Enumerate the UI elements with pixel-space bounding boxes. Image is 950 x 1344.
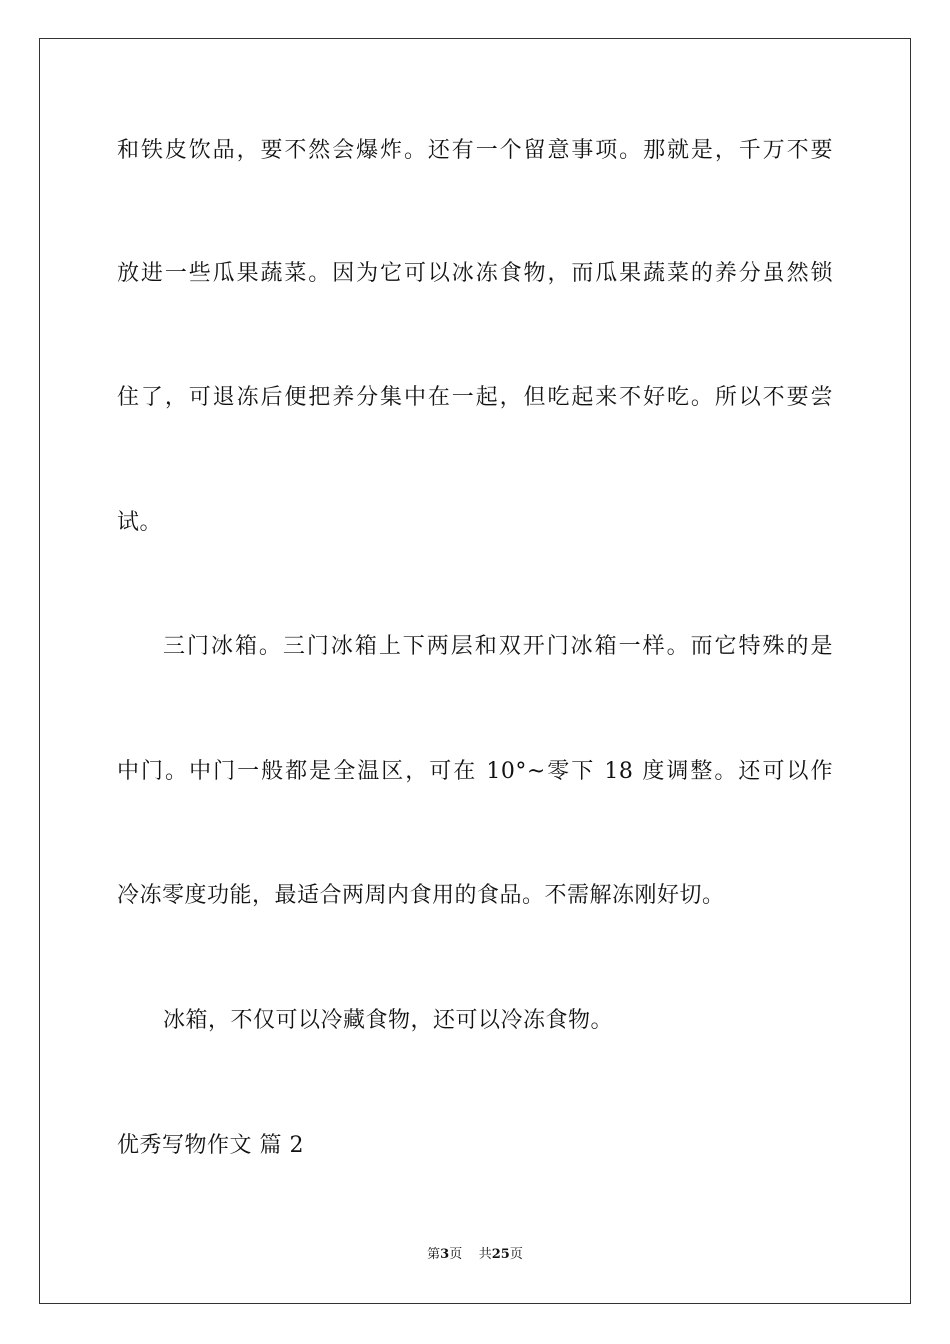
paragraph-line-8: 冰箱，不仅可以冷藏食物，还可以冷冻食物。 <box>163 1008 614 1033</box>
paragraph-line-1: 和铁皮饮品，要不然会爆炸。还有一个留意事项。那就是，千万不要 <box>117 138 833 163</box>
footer-total-prefix: 共 <box>478 1247 492 1262</box>
paragraph-line-6: 中门。中门一般都是全温区，可在 10°~零下 18 度调整。还可以作 <box>117 759 833 784</box>
paragraph-line-7: 冷冻零度功能，最适合两周内食用的食品。不需解冻刚好切。 <box>117 883 725 908</box>
footer-total-pages: 25 <box>491 1247 510 1262</box>
paragraph-line-3: 住了，可退冻后便把养分集中在一起，但吃起来不好吃。所以不要尝 <box>117 385 833 410</box>
paragraph-line-5: 三门冰箱。三门冰箱上下两层和双开门冰箱一样。而它特殊的是 <box>163 634 833 659</box>
footer-page-unit: 页 <box>449 1247 463 1262</box>
footer-current-page: 3 <box>440 1247 450 1262</box>
page-frame <box>39 38 911 1304</box>
section-heading: 优秀写物作文 篇 2 <box>117 1133 304 1158</box>
footer-total-unit: 页 <box>509 1247 523 1262</box>
page-footer <box>0 1246 950 1264</box>
paragraph-line-4: 试。 <box>117 510 163 535</box>
paragraph-line-2: 放进一些瓜果蔬菜。因为它可以冰冻食物，而瓜果蔬菜的养分虽然锁 <box>117 261 833 286</box>
footer-prefix: 第 <box>427 1247 441 1262</box>
